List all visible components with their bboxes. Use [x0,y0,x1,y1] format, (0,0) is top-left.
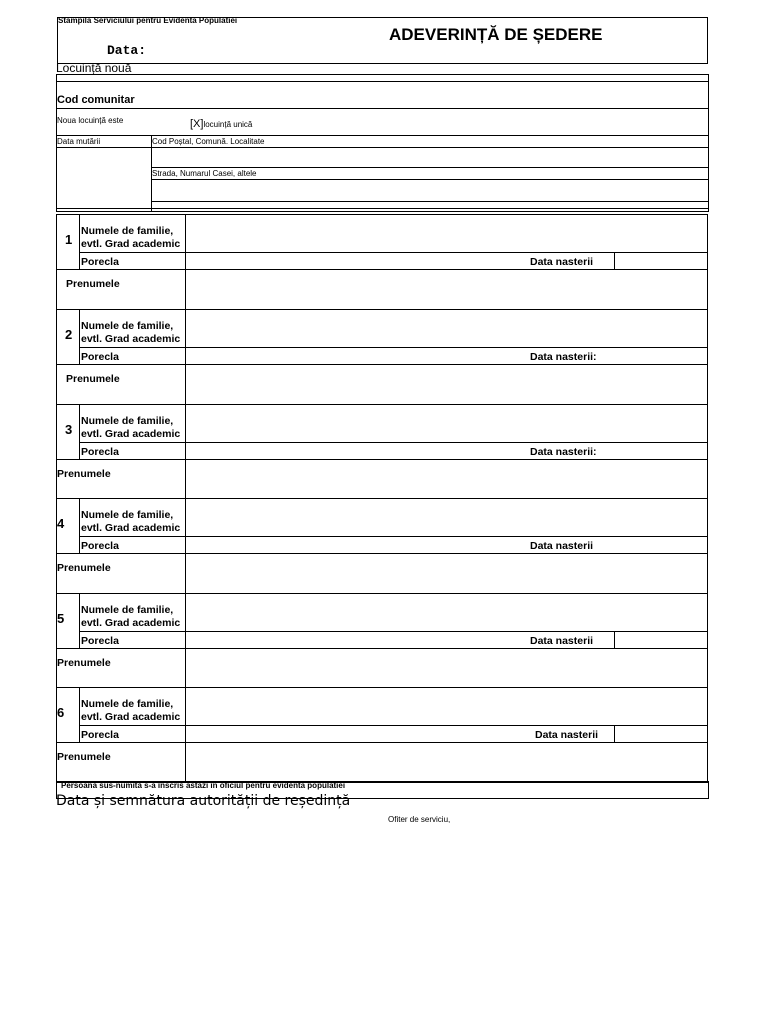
divider [151,201,709,202]
firstname-label: Prenumele [66,373,120,385]
stamp-label: Stampila Serviciului pentru Evidenta Populatiei [58,16,238,25]
divider [79,309,80,364]
divider [79,404,80,459]
surname-label: Numele de familie, [81,225,174,237]
nickname-label: Porecla [81,446,119,458]
divider [151,179,709,180]
birth-date-label: Data nasterii [530,256,594,268]
nickname-input[interactable] [186,537,528,552]
firstname-input[interactable] [186,554,707,592]
surname-label: Numele de familie, [81,698,174,710]
divider [56,108,709,109]
surname-label: Numele de familie, [81,320,174,332]
surname-input[interactable] [186,594,707,630]
nickname-label: Porecla [81,351,119,363]
academic-grade-label: evtl. Grad academic [81,428,181,440]
firstname-label: Prenumele [57,562,111,574]
signature-label: Data și semnătura autorității de reședință [56,793,351,809]
divider [79,687,80,742]
divider [79,593,80,648]
divider [151,167,709,168]
surname-input[interactable] [186,499,707,535]
registration-note: Persoana sus-numită s-a înscris astăzi în oficiul pentru evidenta populatiei [61,781,346,790]
community-code-label: Cod comunitar [57,94,135,106]
nickname-label: Porecla [81,256,119,268]
person-number: 2 [65,327,73,342]
birth-date-input[interactable] [615,726,707,741]
surname-label: Numele de familie, [81,509,174,521]
divider [56,208,709,209]
divider [56,135,709,136]
nickname-label: Porecla [81,729,119,741]
divider [79,214,80,269]
birth-date-input[interactable] [600,443,707,458]
birth-date-input[interactable] [600,348,707,363]
surname-input[interactable] [186,405,707,441]
checkbox-mark: [X] [190,118,204,130]
firstname-input[interactable] [186,460,707,498]
date-label: Data: [107,43,147,58]
divider [56,81,709,82]
person-number: 5 [57,611,65,626]
nickname-input[interactable] [186,348,528,363]
person-number: 6 [57,705,65,720]
firstname-input[interactable] [186,270,707,308]
nickname-label: Porecla [81,540,119,552]
nickname-input[interactable] [186,443,528,458]
person-number: 1 [65,232,73,247]
single-home-label: locuință unică [203,120,253,129]
person-number: 4 [57,516,65,531]
new-residence-title: Locuință nouă [56,61,132,75]
academic-grade-label: evtl. Grad academic [81,617,181,629]
birth-date-input[interactable] [600,537,707,552]
birth-date-input[interactable] [615,632,707,647]
new-home-is-label: Noua locuință este [57,116,124,125]
single-home-checkbox[interactable] [190,114,252,132]
birth-date-input[interactable] [615,253,707,268]
nickname-label: Porecla [81,635,119,647]
street-label: Strada, Numarul Casei, altele [152,169,257,178]
move-date-label: Data mutării [57,137,101,146]
firstname-label: Prenumele [57,468,111,480]
academic-grade-label: evtl. Grad academic [81,238,181,250]
nickname-input[interactable] [186,632,528,647]
document-title: ADEVERINȚĂ DE ȘEDERE [389,25,603,44]
divider [79,498,80,553]
birth-date-label: Data nasterii: [530,446,597,458]
surname-label: Numele de familie, [81,604,174,616]
surname-input[interactable] [186,310,707,346]
firstname-label: Prenumele [57,751,111,763]
academic-grade-label: evtl. Grad academic [81,711,181,723]
officer-label: Ofiter de serviciu, [388,815,451,824]
surname-input[interactable] [186,215,707,251]
divider [56,147,709,148]
firstname-label: Prenumele [57,657,111,669]
birth-date-label: Data nasterii: [530,351,597,363]
nickname-input[interactable] [186,726,528,741]
firstname-input[interactable] [186,365,707,403]
nickname-input[interactable] [186,253,528,268]
person-number: 3 [65,422,73,437]
birth-date-label: Data nasterii [530,540,594,552]
firstname-label: Prenumele [66,278,120,290]
surname-label: Numele de familie, [81,415,174,427]
surname-input[interactable] [186,688,707,724]
academic-grade-label: evtl. Grad academic [81,522,181,534]
birth-date-label: Data nasterii [535,729,599,741]
academic-grade-label: evtl. Grad academic [81,333,181,345]
firstname-input[interactable] [186,649,707,687]
birth-date-label: Data nasterii [530,635,594,647]
postal-label: Cod Poștal, Comună. Localitate [152,137,265,146]
firstname-input[interactable] [186,743,707,781]
